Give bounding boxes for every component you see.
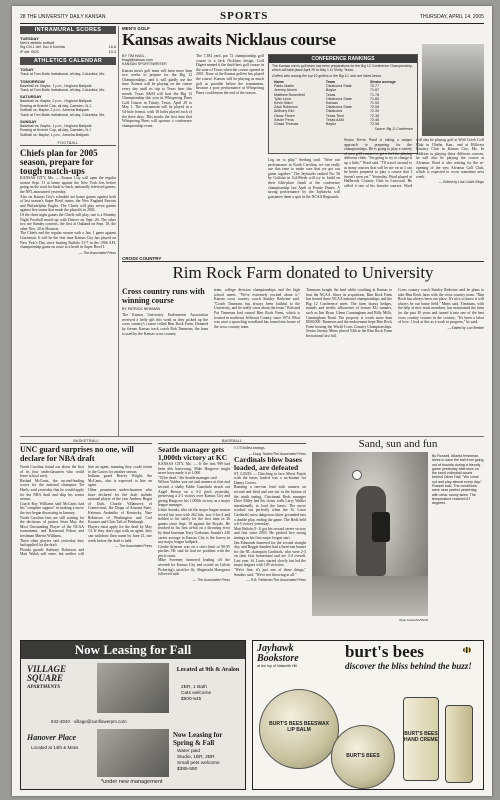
apartment-ad <box>20 640 246 790</box>
golf-story <box>122 26 484 254</box>
article-credit: — The Associated Press <box>192 577 230 582</box>
section-kicker: MEN'S GOLF <box>122 26 150 31</box>
score-line: Men's athletic softball <box>20 41 55 45</box>
calendar-day: TODAY <box>20 67 34 73</box>
calendar-day: SUNDAY <box>20 119 37 125</box>
calendar-item: Softball vs. Baylor, 2 p.m., Arrocha Ballpark <box>20 108 89 113</box>
photo-credit: Ryan Howe/KANSAN <box>399 618 428 622</box>
tin-label: BURT'S BEES BEESWAX LIP BALM <box>269 721 329 733</box>
table-row: Pablo Martin Oklahoma State 70.77 <box>274 84 379 89</box>
hanover-photo <box>97 729 169 777</box>
jayhawk-bookstore-logo: Jayhawk Bookstore at the top of Naismith Hill <box>257 643 299 668</box>
golf-col-3 <box>268 158 340 199</box>
player-shorts <box>372 512 390 542</box>
section-label: BASEBALL <box>158 438 306 444</box>
calendar-day: SATURDAY <box>20 94 42 100</box>
rimrock-story <box>122 256 484 436</box>
volleyball-photo <box>312 452 428 616</box>
paper-name: THE UNIVERSITY DAILY KANSAN <box>26 14 106 20</box>
article-paragraph: ST. LOUIS — Clinching to face Albert Pujols with the bases loaded was a no-brainer for Danny Graves. <box>234 471 306 485</box>
newspaper-page <box>12 6 492 796</box>
unc-headline: UNC guard surprises no one, will declare for NBA draft <box>20 445 134 463</box>
football-brief <box>20 140 116 255</box>
masthead <box>20 10 484 24</box>
rimrock-col-2 <box>214 288 300 329</box>
rimrock-subhead: Cross country runs with winning course <box>122 287 205 305</box>
bee-icon <box>463 647 471 653</box>
article-paragraph: Other prominent underclassmen who have declared for the draft include national player of the year Andrew Bogut of Utah, Charlie Villanueva of Connecticut, Ike Diogu of Arizona State, Kelenna Azubuike of Kentucky, Nate Robinson of Washington and Carl Krauser and Chris Taft of Pittsburgh. <box>88 487 152 525</box>
section-label: FOOTBALL <box>20 140 116 146</box>
table-row: Kevin Ward Kansas 71.93 <box>274 101 379 106</box>
rankings-table <box>273 80 413 126</box>
article-paragraph: North Carolina found out about the first of its four underclassmen who could leave school early. <box>20 465 84 479</box>
calendar-item: Rowing at Knecht Cup, all day, Camden, N.J. <box>20 128 92 133</box>
athletics-calendar <box>20 57 116 137</box>
management-note: *under new management <box>101 779 163 785</box>
article-paragraph: Players must apply for the draft by May 14. If they don't sign with an agent, they can withdraw their name by June 21, one week before the draft is held. <box>88 524 152 543</box>
column-header: Stroke average <box>369 80 396 84</box>
calendar-item: Baseball vs. Baylor, 2 p.m., Hoglund Ballpark <box>20 99 92 104</box>
product-bottle <box>445 705 473 783</box>
sand-ground <box>312 576 428 616</box>
table-row: Jeremy Alcorn Baylor 71.67 <box>274 88 379 93</box>
article-paragraph: The Chiefs end the regular season with a Jan. 1 game against Cincinnati. It will be the first time Kansas City has played on New Year's Day since beating Buffalo 31-7 in the 1966 AFL championship game en route to a berth in Super Bowl I. <box>20 231 116 250</box>
column-header: Name <box>274 80 284 84</box>
article-paragraph: The 7,384 yard, par 72 championship golf course is a Jack Nicklaus design. Golf Digest named it the third-best golf course in the state of Texas when the course opened in 2001. None of the Kansas golfers has played the course. Kansas will be playing as much golf as possible before the tournament, because a poor performance at Whispering Pines could mean the end of the season. <box>196 54 264 95</box>
rimrock-headline: Rim Rock Farm donated to University <box>122 261 484 282</box>
calendar-item: Rowing at Knecht Cup, all day, Camden, N.J. <box>20 103 92 108</box>
article-paragraph: The Kansas University Endowment Association received a hefty gift this week as they picked up the cross country's course called Rim Rock Farm. Donated by former Kansas track coach Bob Timmons, the farm is used by the Kansas cross country <box>122 313 208 336</box>
article-paragraph: Rashad McCants, the second-leading scorer for the national champion Tar Heels, said yesterday that he would apply for the NBA draft and skip his senior season. <box>20 478 84 502</box>
calendar-item: Baseball vs. Baylor, 1 p.m., Hoglund Ballpark <box>20 124 92 129</box>
baseball-columns <box>158 446 306 582</box>
article-paragraph: Jim Edmonds homered for the second straight day, and Reggie Sanders had a three-run homer for the NL champion Cardinals, who were 2-3 on their first homestand and are 3-4 overall. Last year, St. Louis started slowly but led the major leagues with 105 victories. <box>234 540 306 568</box>
article-credit: — Doug Tucker/The Associated Press <box>248 451 306 456</box>
conference-title: CONFERENCE RANKINGS <box>269 55 417 63</box>
cardinals-headline: Cardinals blow bases loaded, are defeated <box>234 454 302 472</box>
golf-headline: Kansas awaits Nicklaus course <box>122 30 336 49</box>
byline: BY PATRICK NEWMAN <box>122 307 161 311</box>
village-photo <box>97 663 169 713</box>
tin-label: BURT'S BEES <box>346 753 380 759</box>
table-row: Tyler Leon Oklahoma State 71.85 <box>274 96 379 101</box>
section-rule <box>20 436 484 437</box>
photo-headline: Sand, sun and fun <box>358 438 438 450</box>
article-credit: — The Associated Press <box>78 250 116 255</box>
baseball-stories <box>158 438 306 634</box>
calendar-item: Track at Tom Botts Invitational, all day, Columbia, Mo. <box>20 72 106 77</box>
calendar-item: Baseball vs. Baylor, 7 p.m., Hoglund Ballpark <box>20 83 92 88</box>
article-credit: — Edited by Lori Brekke <box>447 325 484 330</box>
column-header: Team <box>325 80 336 84</box>
article-paragraph: North Carolina fans are still waiting for the decisions of juniors Sean May, the Most Outstanding Player of the NCAA tournament, and Raymond Felton and freshman Marvin Williams. <box>20 515 84 538</box>
section-title: SPORTS <box>220 10 269 22</box>
volleyball-icon <box>352 470 362 480</box>
article-credit: — Edited by Lisa Coble-Rings <box>438 180 484 185</box>
article-paragraph: "I'd be dead," the Seattle manager said. <box>158 475 218 480</box>
byline: BY TIM HAGL <box>122 54 145 58</box>
score-line: Sig Chi 1 def. Sov 8 Kokinta 16-6 <box>20 45 116 50</box>
brand-tagline: discover the bliss behind the buzz! <box>345 661 472 671</box>
article-paragraph: "We're fine, it's just one of those things," Sanders said. "We're not throwing at all." <box>234 568 306 577</box>
hanover-logo: Hanover Place <box>27 733 77 742</box>
village-logo: VILLAGE SQUARE APARTMENTS <box>27 664 67 690</box>
table-row: Chase Thomas Baylor 72.58 <box>274 122 379 127</box>
table-row: Xavier Pena Texas A&M 72.46 <box>274 117 379 122</box>
golfer-photo <box>422 44 484 136</box>
village-features: 2BR, 1 Bath Cats welcome $500-545 <box>181 685 212 702</box>
table-row: Matthew Rosenfeld Texas 71.78 <box>274 92 379 97</box>
seattle-headline: Seattle manager gets 1,000th victory at KC <box>158 445 228 462</box>
article-paragraph: Log on to play," Sterling said. "After our performance in North Carolina, we can really use this time to make sure that we get our game together." The Jayhawks ranked No. 56 by Golfstat in GolfWeek will try to build on their fifth-place finish at the conference championship last April at Prairie Dunes. A strong performance by the Jayhawks will guarantee them a spot in the NCAA Regionals. <box>268 158 340 199</box>
byline-role: KANSAN SPORTSWRITER <box>122 62 167 67</box>
article-paragraph: Mike Sweeney homered leading off the seventh for Kansas City and scored on Calvin Pickering's sacrifice fly. Shigetoshi Hasegawa followed with <box>158 558 230 577</box>
article-paragraph: Indiana guard Bracey Wright, the McCants, also is expected to hire an agent. <box>88 474 152 488</box>
golf-col-1 <box>122 54 192 128</box>
article-paragraph: Kansas men's golf team will have more than two weeks to prepare for the Big 12 Championships, and it will gladly use the time. Kansas will be playing on the course every day until its trip to Texas later this month. Texas A&M will host the Big 12 Championship this year in Whispering Pines Golf Course in Trinity, Texas, April 29 to May 1. The tournament will be played in a 54-hole format, with 18 holes played each of the three days. This marks the first time that Whispering Pines will sponsor a conference championship event. <box>122 68 192 128</box>
table-row: Anthony Kim Oklahoma 72.39 <box>274 109 379 114</box>
village-contact[interactable]: 842-3040 · village@sunflowerpm.com <box>51 719 127 724</box>
score-line: IP def. BOS 10-3 <box>20 49 116 54</box>
tube-label: BURT'S BEES HAND CREME <box>404 731 438 743</box>
rimrock-col-4 <box>398 288 484 330</box>
intramural-day: TUESDAY <box>20 36 39 41</box>
unc-body <box>20 465 152 557</box>
ad-banner: Now Leasing for Fall <box>21 641 245 659</box>
article-paragraph: Wilson Valdez was out and runners at first and second, a shaky Eddie Guardado struck out Angel Berroa on a 3-2 pitch yesterday, preserving a 2-1 victory over Kansas City and giving Hargrove his 1,000th victory as a major league manager. <box>158 480 230 508</box>
rimrock-col-1 <box>122 288 208 336</box>
table-row: Oscar Floren Texas Tech 72.38 <box>274 113 379 118</box>
left-sidebar <box>20 26 116 438</box>
intramural-title: INTRAMURAL SCORES <box>20 26 116 34</box>
article-paragraph: Also on Kansas City's schedule are home games against both of last season's Super Bowl teams, the New England Patriots and Philadelphia Eagles. The Chiefs will play seven games against five teams that made the playoffs in 2004. <box>20 194 116 213</box>
article-paragraph: Florida guards Anthony Roberson and Matt Walsh will enter, but neither will hire an agent, meaning they could return to the Gators for another season. <box>20 465 152 557</box>
calendar-item: Track at Tom Botts Invitational, all day, Columbia, Mo. <box>20 88 106 93</box>
conference-desc: The Kansas men's golf team has been preparations for the Big 12 Conference Championship, which will take place April 29 to May 1 in Trinity, Texas. <box>272 64 413 72</box>
table-row: Zack Robinson Oklahoma State 72.08 <box>274 105 379 110</box>
section-kicker: CROSS COUNTRY <box>122 256 162 261</box>
article-credit: — R.B. Fallstrom/The Associated Press <box>246 578 306 583</box>
article-paragraph: Three other players said yesterday they had applied for the draft. <box>20 538 84 548</box>
article-paragraph: Senior Kevin Ward is taking a unique approach to preparing for the championships. He is going to play a variety of area golf courses to get a feel for playing different clubs. "I'm going to try to change it up a little," Ward said. "I'll travel around to as many courses that will let me on so I can be better prepared to play a course that I haven't seen yet." Yesterday, Ward played at Hallbrook Country Club in Leawood. He called it one of his favorite courses. Ward will also be playing golf at Wolf Creek Golf Club in Olathe, Kan., and at Hillcrest Country Club in Kansas City, Mo. In addition to playing these different courses, he will also be playing the course at Alvamar. Ward is also waiting for the re-opening of the new Alvamar Golf Club, which is expected to occur sometime next week. <box>344 138 484 188</box>
golf-col-4 <box>344 138 484 189</box>
sand-photo-feature <box>312 438 484 634</box>
section-label: BASKETBALL <box>20 438 152 444</box>
hanover-leasing: Now Leasing for Spring & Fall <box>173 731 223 747</box>
article-paragraph: Coach Roy Williams said McCants had his "complete support" in making a move the two began discussing in January. <box>20 501 84 515</box>
article-paragraph: Of the three night games the Chiefs will play, one is a Monday Night Football match-up with Denver on Sept. 26. The other two are Sunday contests, the first at Oakland on Sept. 18, the other Nov. 20 at Houston. <box>20 213 116 231</box>
article-paragraph: KANSAS CITY, Mo. — If the first 999 had been this harrowing, Mike Hargrove might never have made it to 1,000. <box>158 462 230 476</box>
article-paragraph: Timmons bought the land while coaching at Kansas to host the NCAA. Since its acquisition, Rim Rock Farm has hosted three NCAA national championships and the Big 12 Conference meet. The farm boasts hedges, tunnels and terrific silhouettes of former KU runners, such as Jim Ryun, Glenn Cunningham and Billy Mills, Cunningham Road. The property is worth more than $500,000. Timmons and the endowment hope Rim Rock Farm hosting the World Cross Country Championships. Senior Jeremy Mims placed 54th at the Rim Rock Farm Invitational last fall. <box>306 288 392 338</box>
article-paragraph: KANSAS CITY, Mo. — Kansas City will open the regular season Sept. 11 at home against the New York Jets before going on the road for back-to-back, nationally televised games, the NFL announced yesterday. <box>20 176 116 195</box>
article-paragraph: Ichiro Suzuki, who set the major league season record last year with 262 hits, was 3-for-4 and fielded to hit safely for the first time in 26 games since Sept. 18 against the Royals. He reached in his first at-bat on a throwing error by third baseman Terry Gotbaum, Suzuki's 240 career average in Kansas City is the lowest in any major league ballpark. <box>158 507 230 545</box>
rimrock-col-3 <box>306 288 392 339</box>
page-number: 28 <box>20 14 26 20</box>
column-rule <box>118 26 119 436</box>
photo-caption: Bo Russell, Atlanta freshman, dives to save the ball from going out of bounds during a friendly game yesterday afternoon on the sand volleyball courts behind Oliver Hall. "We come out and play almost every day," Russell said. The conditions were near perfect yesterday, with clear, sunny skies. The temperature reached 67 degrees. <box>432 454 484 506</box>
unc-story <box>20 438 152 634</box>
calendar-item: Track at Tom Botts Invitational, all day, Columbia, Mo. <box>20 112 106 117</box>
village-location: Located at 9th & Avalon <box>176 667 240 673</box>
article-paragraph: 1 1/3 hitless innings. <box>234 446 266 450</box>
calendar-day: TOMORROW <box>20 78 45 84</box>
issue-date: THURSDAY, APRIL 14, 2005 <box>419 14 484 20</box>
golf-col-2 <box>196 54 264 95</box>
calendar-item: Softball vs. Baylor, 1 p.m., Arrocha Ballpark <box>20 132 89 137</box>
table-source: Source: Big 12 Conference <box>374 127 413 132</box>
conference-note: Golfers who among the top 10 golfers in the Big 12, who are listed below. <box>272 74 382 78</box>
hanover-address: Located at 14th & Mass <box>31 745 79 750</box>
hanover-features: Water paid Studio, 1BR, 2BR Small pets welcome $385-590 <box>177 749 220 772</box>
article-paragraph: Running a one-run lead with runners on second and third and one out in the bottom of the ninth inning, Cincinnati Reds manager Dave Miley had his closer walk Larry Walker intentionally to load the bases. The move worked out perfectly when the St. Louis Cardinals' most dangerous hitter grounded into a double play, ending the game. The Reds held a 6-5 victory yesterday. <box>234 485 306 527</box>
article-paragraph: Gordie Arjerner was on a strict limit of 90-95 pitches. He said he had no problem with the pitch count. <box>158 544 230 558</box>
brand-title: burt's bees <box>345 642 424 661</box>
football-headline: Chiefs plan for 2005 season, prepare for tough match-ups <box>20 148 98 177</box>
burts-bees-ad <box>252 640 484 790</box>
byline-email: thagl@kansan.com <box>122 58 153 63</box>
article-paragraph: Matt Belisle (1-1) got his second career victory and first since 2003. He pitched five strong innings in his first major league start. <box>234 526 306 540</box>
article-paragraph: Cross country coach Stanley Redwine said he plans to take Rim Rock farm with the cross country team. "Rim Rock has always been our place. It's nice to know it will always be our home field," Mims said. Timmons, with the help of new track members, has maintained the farm for the past 30 years and turned it into one of the best cross country courses in the country. "It's been a labor of love. I look at this as a work in progress," he said. <box>398 288 484 325</box>
article-credit: — The Associated Press <box>114 544 152 549</box>
intramural-box <box>20 26 116 54</box>
calendar-title: ATHLETICS CALENDAR <box>20 57 116 65</box>
article-paragraph: team, college division championships and the high school meets. "We're extremely excited about it," Kansas cross country coach Stanley Redwine said. "Coach Timmons has always been faithful to the University, and he really cares about the team." Bob and Pat Timmons had owned Rim Rock Farm, which is located in northeast Jefferson County, since 1974. What was once a sprawling woodland has turned into home of the cross country team. <box>214 288 300 329</box>
